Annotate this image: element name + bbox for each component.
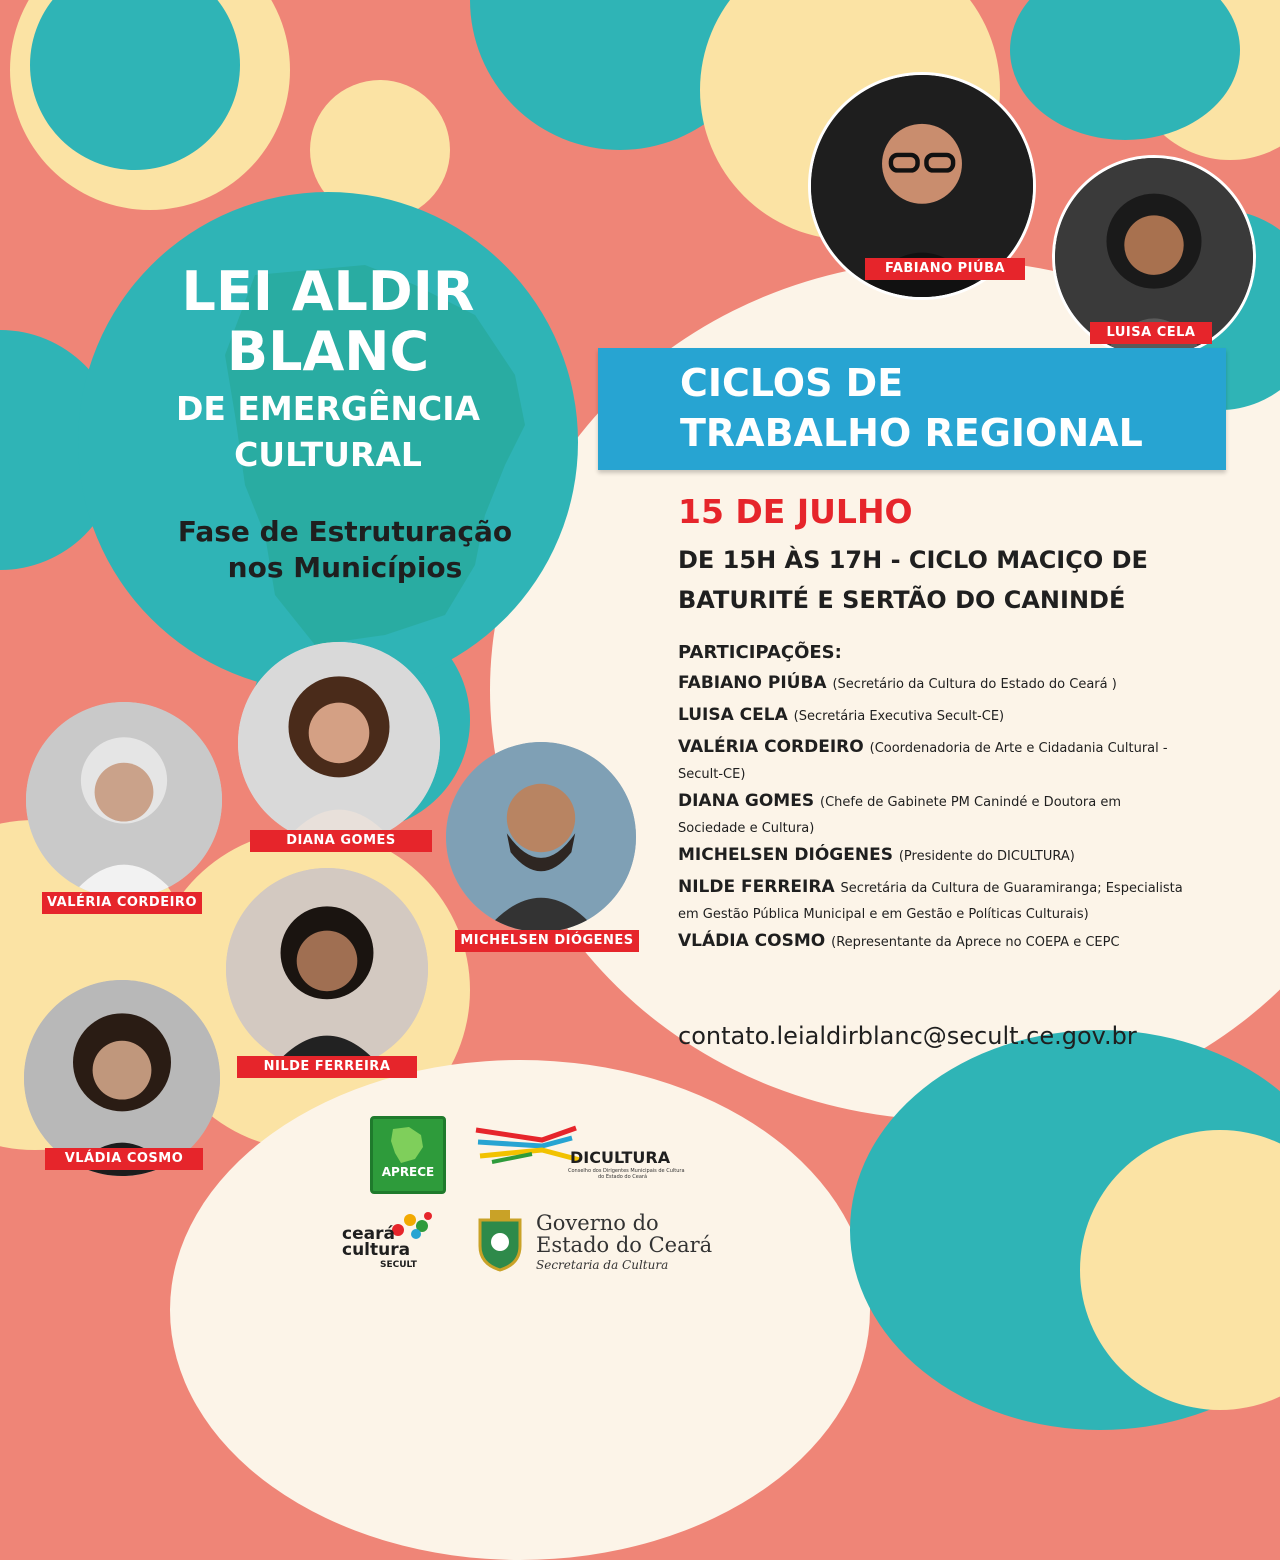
- label-nilde: NILDE FERREIRA: [237, 1056, 417, 1078]
- ceara-cultura-logo: [340, 1210, 440, 1274]
- person-icon: [24, 980, 220, 1176]
- subtitle-line: nos Municípios: [227, 551, 463, 584]
- ceara-map-icon: [389, 1125, 427, 1165]
- label-valeria: VALÉRIA CORDEIRO: [42, 892, 202, 914]
- governo-sub: Secretaria da Cultura: [536, 1258, 669, 1272]
- participant-name: FABIANO PIÚBA: [678, 673, 833, 693]
- label-luisa: LUISA CELA: [1090, 322, 1212, 344]
- participant-name: LUISA CELA: [678, 705, 794, 725]
- dicultura-logo: [472, 1120, 692, 1182]
- person-icon: [446, 742, 636, 932]
- title-line: BLANC: [226, 320, 430, 383]
- event-time: [678, 540, 1148, 620]
- participant-name: VLÁDIA COSMO: [678, 931, 832, 951]
- banner: [598, 348, 1226, 470]
- person-icon: [226, 868, 428, 1070]
- participant-item: [678, 926, 1248, 958]
- participant-desc: (Coordenadoria de Arte e Cidadania Cultural -: [869, 741, 1168, 756]
- aprece-logo: [370, 1116, 446, 1194]
- governo-logo: [476, 1208, 716, 1274]
- participant-item: [678, 816, 1248, 840]
- participant-item: [678, 872, 1248, 904]
- banner-line: TRABALHO REGIONAL: [680, 411, 1143, 455]
- person-icon: [26, 702, 222, 898]
- dicultura-mark-icon: [472, 1124, 582, 1164]
- participants-heading: PARTICIPAÇÕES:: [678, 642, 842, 663]
- photo-nilde: [226, 868, 428, 1070]
- event-time-line: BATURITÉ E SERTÃO DO CANINDÉ: [678, 586, 1126, 614]
- subtitle-line: Fase de Estruturação: [177, 515, 513, 548]
- photo-diana: [238, 642, 440, 844]
- event-time-line: DE 15H ÀS 17H - CICLO MACIÇO DE: [678, 546, 1148, 574]
- participant-item: [678, 700, 1248, 732]
- label-diana: DIANA GOMES: [250, 830, 432, 852]
- dicultura-label: DICULTURA: [570, 1148, 671, 1167]
- participant-desc: em Gestão Pública Municipal e em Gestão e Políticas Culturais): [678, 907, 1089, 922]
- title-line: CULTURAL: [234, 435, 422, 474]
- participant-item: [678, 786, 1248, 818]
- participant-desc: (Chefe de Gabinete PM Canindé e Doutora em: [820, 795, 1122, 810]
- participant-desc: (Secretária Executiva Secult-CE): [793, 709, 1005, 724]
- participant-item: [678, 732, 1248, 764]
- person-icon: [238, 642, 440, 844]
- banner-line: CICLOS DE: [680, 361, 904, 405]
- participant-item: [678, 762, 1248, 786]
- subtitle: [110, 514, 580, 586]
- participant-desc: (Secretário da Cultura do Estado do Ceará ): [832, 677, 1117, 692]
- label-michelsen: MICHELSEN DIÓGENES: [455, 930, 639, 952]
- participant-desc: Secult-CE): [678, 767, 746, 782]
- main-title: [78, 262, 578, 478]
- participant-item: [678, 902, 1248, 926]
- participant-desc: (Representante da Aprece no COEPA e CEPC: [831, 935, 1120, 950]
- participant-item: [678, 668, 1248, 700]
- ceara-cultura-text: SECULT: [380, 1260, 417, 1270]
- banner-text: [680, 358, 1143, 458]
- participant-name: DIANA GOMES: [678, 791, 820, 811]
- state-seal-icon: [476, 1210, 524, 1272]
- label-fabiano: FABIANO PIÚBA: [865, 258, 1025, 280]
- ceara-cultura-text: cultura: [342, 1240, 411, 1260]
- participant-name: NILDE FERREIRA: [678, 877, 841, 897]
- governo-name: [536, 1212, 712, 1256]
- photo-michelsen: [446, 742, 636, 932]
- dicultura-sub: Conselho dos Dirigentes Municipais de Cultura: [568, 1168, 685, 1174]
- aprece-label: APRECE: [381, 1165, 435, 1179]
- title-line: LEI ALDIR: [181, 260, 475, 323]
- participant-desc: Sociedade e Cultura): [678, 821, 815, 836]
- label-vladia: VLÁDIA COSMO: [45, 1148, 203, 1170]
- participant-name: VALÉRIA CORDEIRO: [678, 737, 870, 757]
- governo-line: Governo do: [536, 1211, 659, 1235]
- contact-email[interactable]: contato.leialdirblanc@secult.ce.gov.br: [678, 1022, 1137, 1050]
- ceara-cultura-text: ceará: [342, 1224, 395, 1244]
- participant-name: MICHELSEN DIÓGENES: [678, 845, 899, 865]
- participant-desc: Secretária da Cultura de Guaramiranga; Especialista: [840, 881, 1183, 896]
- dicultura-sub: do Estado do Ceará: [598, 1174, 648, 1180]
- participant-item: [678, 840, 1248, 872]
- photo-valeria: [26, 702, 222, 898]
- event-date: 15 DE JULHO: [678, 492, 913, 531]
- photo-vladia: [24, 980, 220, 1176]
- participants-list: [678, 668, 1248, 958]
- governo-line: Estado do Ceará: [536, 1233, 713, 1257]
- title-line: DE EMERGÊNCIA: [175, 389, 481, 428]
- participant-desc: (Presidente do DICULTURA): [898, 849, 1075, 864]
